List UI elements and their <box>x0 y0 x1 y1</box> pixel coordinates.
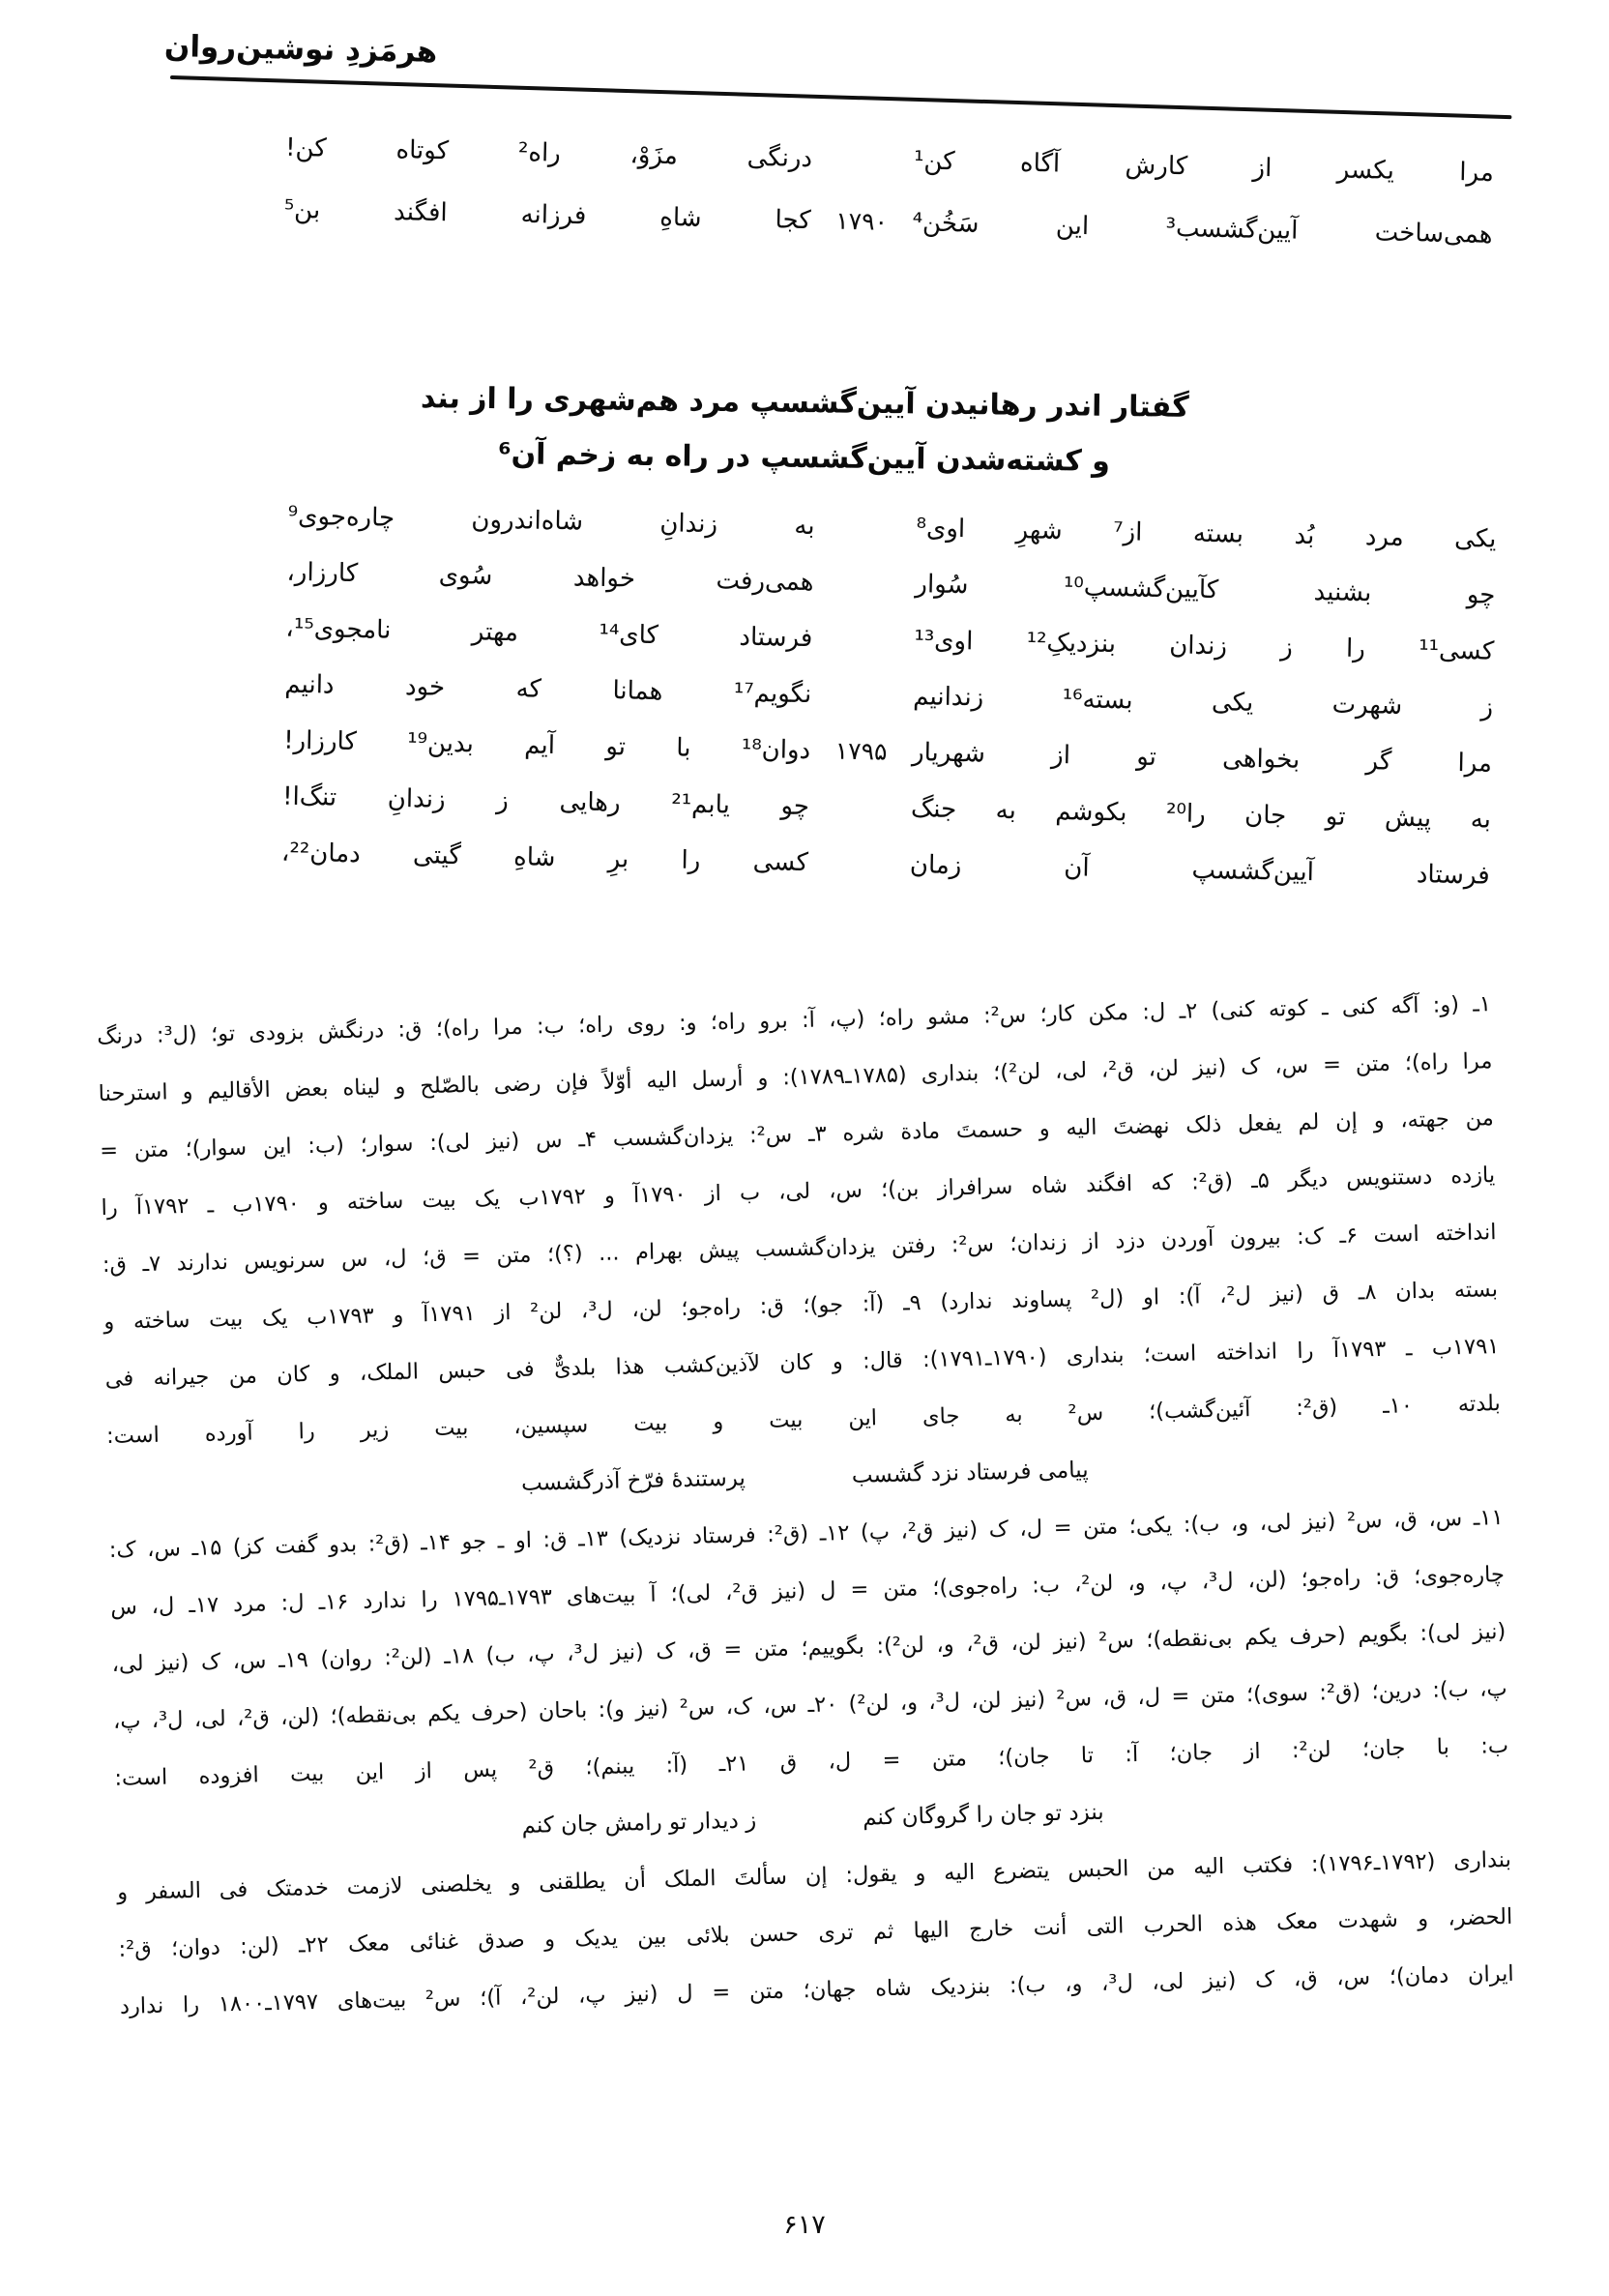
hemistich-left: نگویم¹⁷ همانا که خود دانیم <box>284 669 812 710</box>
hemistich-right: فرستاد آیین‌گشسپ آن زمان <box>909 850 1491 891</box>
footnote-line: یازده دستنویس دیگر ۵ـ (ق²: که افگند شاه سرافراز بن)؛ س، لی، ب از ۱۷۹۰آ و ۱۷۹۲ب یک بیت ساخته و ۱۷۹۰ب ـ ۱۷۹۲آ را <box>101 1163 1496 1222</box>
verse-number: ۱۷۹۰ <box>835 206 889 236</box>
footnote-line: چاره‌جوی؛ ق: راه‌جو؛ (لن، ل³، پ، و، لن²، ب: راه‌جوی)؛ متن = ل (نیز ق²، لی)؛ آ بیت‌های ۱۷۹۳ـ۱۷۹۵ را ندارد ۱۶ـ ل: مرد ۱۷ـ ل، س <box>109 1561 1506 1620</box>
page-number: ۶۱۷ <box>783 2210 826 2240</box>
hemistich-right: چو بشنید کآیین‌گشسپ¹⁰ سُوار <box>915 570 1496 610</box>
verse-number <box>812 646 914 648</box>
footnote-line: انداخته است ۶ـ ک: بیرون آوردن دزد از زندان؛ س²: رفتن یزدان‌گشسب پیش بهرام ... (؟)؛ متن = ق؛ ل، س سرنویس ندارند ۷ـ ق: <box>102 1220 1497 1279</box>
main-verses <box>112 497 1497 916</box>
section-heading-line1: گفتار اندر رهانیدن آیین‌گشسپ مرد هم‌شهری را از بند <box>420 381 1189 425</box>
footnote-line: پ، ب): درین؛ (ق²: سوی)؛ متن = ل، ق، س² (نیز لن، ل³، و، لن²) ۲۰ـ س، ک، س² (نیز و): باحان (حرف یکم بی‌نقطه)؛ (لن، ق²، لی، ل³، پ، <box>112 1675 1507 1734</box>
hemistich-left: درنگی مزَوْ، راه² کوتاه کن! <box>284 132 813 174</box>
hemistich-right: ز شهرت یکی بسته¹⁶ زندانیم <box>912 682 1494 722</box>
hemistich-right: کسی¹¹ را ز زندان بنزدیکِ¹² اوی¹³ <box>914 626 1495 666</box>
footnote-line: من جهته، و إن لم یفعل ذلک نهضتَ الیه و حسمتَ مادة شره ۳ـ س²: یزدان‌گشسب ۴ـ س (نیز لی): سوار؛ (ب: این سوار)؛ متن = <box>99 1105 1495 1164</box>
hemistich-right: مرا گر بخواهی تو از شهریار <box>911 738 1493 779</box>
running-head: هرمَزدِ نوشین‌روان <box>163 29 438 70</box>
footnote-line: الحضر، و شهدت معک هذه الحرب التی أنت خارج الیها ثم تری حسن بلائی بین یدیک و صدق غنائی معک ۲۲ـ (لن: دوان؛ ق²: <box>118 1903 1513 1962</box>
section-heading <box>0 366 1609 495</box>
opening-verses <box>115 129 1494 281</box>
hemistich-right: یکی مرد بُد بسته از⁷ شهرِ اوی⁸ <box>916 514 1497 554</box>
apparatus-verse-right: پیامی فرستاد نزد گشسب <box>851 1457 1089 1488</box>
hemistich-left: دوان¹⁸ با تو آیم بدین¹⁹ کارزار! <box>282 725 811 766</box>
footnote-line: ایران دمان)؛ س، ق، ک (نیز لی، ل³، و، ب): بنزدیک شاه جهان؛ متن = ل (نیز پ، لن²، آ)؛ س² بیت‌های ۱۷۹۷ـ۱۸۰۰ را ندارد <box>119 1960 1514 2019</box>
section-heading-line2: و کشته‌شدن آیین‌گشسپ در راه به زخم آن⁶ <box>498 437 1111 479</box>
hemistich-right: به پیش تو جان را²⁰ بکوشم به جنگ <box>910 794 1492 835</box>
verse-number <box>813 590 915 592</box>
critical-apparatus <box>97 976 1515 2036</box>
verse-number <box>808 870 910 872</box>
footnote-line: (نیز لی): بگویم (حرف یکم بی‌نقطه)؛ س² (نیز لن، ق²، و، لن²): بگوییم؛ متن = ق، ک (نیز ل³، پ، ب) ۱۸ـ (لن²: روان) ۱۹ـ س، ک (نیز لی، <box>111 1618 1507 1677</box>
verse-number <box>812 166 914 168</box>
footnote-line: ب: با جان؛ لن²: از جان؛ آ: تا جان)؛ متن = ل، ق ۲۱ـ (آ: یبنم)؛ ق² پس از این بیت افزوده است: <box>114 1732 1509 1791</box>
apparatus-verse-left: ز دیدار تو رامش جان کنم <box>521 1808 757 1839</box>
verse-number: ۱۷۹۵ <box>834 736 888 766</box>
footnote-line: ۱۷۹۱ب ـ ۱۷۹۳آ را انداخته است؛ بنداری (۱۷۹۰ـ۱۷۹۱): قال: و کان لآذین‌کشب هذا بلدیٌّ فی حبس الملک، و کان من جیرانه فی <box>104 1334 1500 1393</box>
footnote-line: ۱۱ـ س، ق، س² (نیز لی، و، ب): یکی؛ متن = ل، ک (نیز ق²، پ) ۱۲ـ (ق²: فرستاد نزدیک) ۱۳ـ ق: او ـ جو ۱۴ـ (ق²: بدو گفت کز) ۱۵ـ س، ک: <box>108 1505 1504 1563</box>
verse-number <box>814 534 916 536</box>
footnote-line: ۱ـ (و: آگه کنی ـ کوته کنی) ۲ـ ل: مکن کار؛ س²: مشو راه؛ (پ، آ: برو راه؛ و: روی راه؛ ب: مرا راه)؛ ق: درنگش بزودی تو؛ (ل³: درنگ <box>97 991 1492 1050</box>
footnote-line: بلدته ۱۰ـ (ق²: آئین‌گشب)؛ س² به جای این بیت و بیت سپسین، بیت زیر را آورده است: <box>105 1391 1502 1450</box>
apparatus-verse-left: پرستندۀ فرّخ آذرگشسب <box>520 1465 746 1496</box>
hemistich-left: فرستاد کای¹⁴ مهتر نامجوی¹⁵، <box>285 613 813 654</box>
verse-number <box>809 814 911 816</box>
footnote-line: بنداری (۱۷۹۲ـ۱۷۹۶): فکتب الیه من الحبس یتضرع الیه و یقول: إن سألتَ الملک أن یطلقنی و یخلصنی لازمت خدمتک فی السفر و <box>116 1846 1512 1905</box>
hemistich-right: مرا یکسر از کارش آگاه کن¹ <box>913 146 1495 188</box>
verse-number <box>811 702 913 704</box>
hemistich-right: همی‌ساخت آیین‌گشسب³ این سَخُن⁴ <box>912 208 1493 250</box>
hemistich-left: به زندانِ شاه‌اندرون چاره‌جوی⁹ <box>287 501 815 542</box>
hemistich-left: همی‌رفت خواهد سُوی کارزار، <box>286 557 814 598</box>
footnote-line: مرا راه)؛ متن = س، ک (نیز لن، ق²، لی، لن²)؛ بنداری (۱۷۸۵ـ۱۷۸۹): و أرسل الیه أوّلاً فإن رضی بالصّلح و لیناه بعض الأقالیم و استرحنا <box>98 1048 1493 1107</box>
hemistich-left: چو یابم²¹ رهایی ز زندانِ تنگ‌ا! <box>281 781 810 822</box>
hemistich-left: کسی را برِ شاهِ گیتی دمان²²، <box>280 838 809 878</box>
header-rule <box>170 75 1512 119</box>
hemistich-left: کجا شاهِ فرزانه افگند بن⁵ <box>283 194 811 236</box>
apparatus-verse-right: بنزد تو جان را گروگان کنم <box>862 1799 1104 1831</box>
footnote-line: بسته بدان ۸ـ ق (نیز ل²، آ): او (ل² پساوند ندارد) ۹ـ (آ: جو)؛ ق: راه‌جو؛ لن، ل³، لن² از ۱۷۹۱آ و ۱۷۹۳ب یک بیت ساخته و <box>103 1277 1499 1336</box>
